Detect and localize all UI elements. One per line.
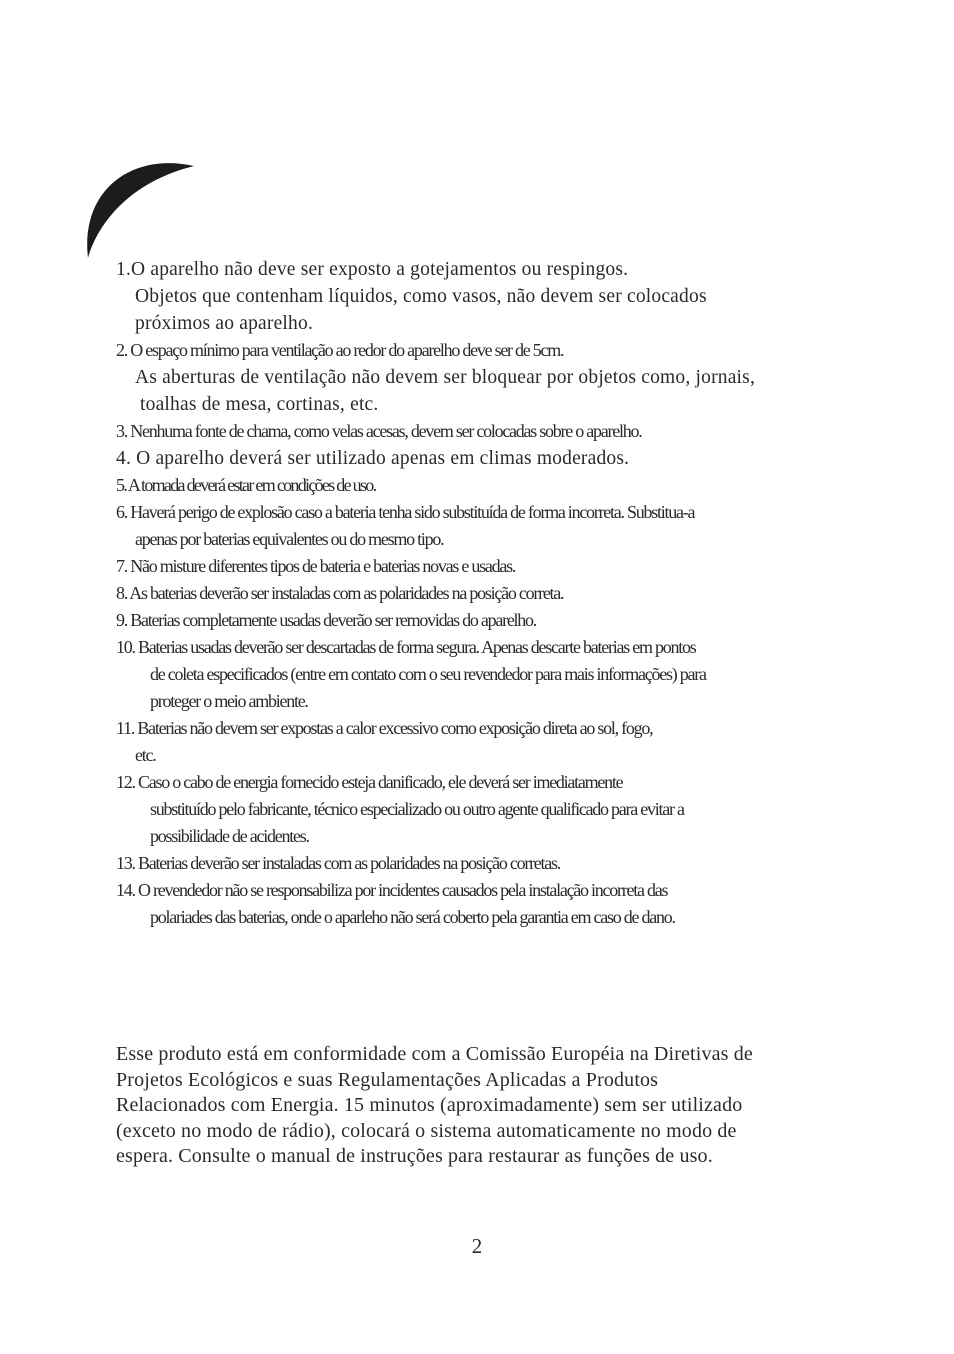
instruction-9-line-1: 9. Baterias completamente usadas deverão ser removidas do aparelho. — [116, 610, 537, 630]
instruction-12-line-2: substituído pelo fabricante, técnico especializado ou outro agente qualificado para evitar a — [150, 799, 684, 819]
eco-design-compliance-paragraph — [116, 1042, 906, 1170]
instruction-10-line-3: proteger o meio ambiente. — [150, 691, 308, 711]
safety-instructions-list — [116, 256, 876, 931]
instruction-12-line-1: 12. Caso o cabo de energia fornecido esteja danificado, ele deverá ser imediatamente — [116, 772, 623, 792]
instruction-2-line-2: As aberturas de ventilação não devem ser bloquear por objetos como, jornais, — [135, 367, 756, 388]
instruction-8 — [116, 580, 876, 607]
instruction-7 — [116, 553, 876, 580]
instruction-1-line-2: Objetos que contenham líquidos, como vasos, não devem ser colocados — [135, 286, 707, 307]
compliance-line-4: (exceto no modo de rádio), colocará o sistema automaticamente no modo de — [116, 1119, 737, 1142]
compliance-line-1: Esse produto está em conformidade com a Comissão Européia na Diretivas de — [116, 1043, 753, 1065]
instruction-4 — [116, 445, 876, 472]
instruction-2-line-1: 2. O espaço mínimo para ventilação ao redor do aparelho deve ser de 5cm. — [116, 340, 564, 360]
instruction-4-line-1: 4. O aparelho deverá ser utilizado apenas em climas moderados. — [116, 448, 630, 469]
instruction-14-line-2: polariades das baterias, onde o aparleho não será coberto pela garantia em caso de dano. — [150, 907, 675, 927]
instruction-10 — [116, 634, 876, 715]
instruction-7-line-1: 7. Não misture diferentes tipos de bateria e baterias novas e usadas. — [116, 556, 516, 576]
instruction-1-line-1: 1.O aparelho não deve ser exposto a gotejamentos ou respingos. — [116, 259, 629, 280]
instruction-1 — [116, 256, 876, 337]
instruction-9 — [116, 607, 876, 634]
instruction-3-line-1: 3. Nenhuma fonte de chama, como velas acesas, devem ser colocadas sobre o aparelho. — [116, 421, 642, 441]
instruction-6-line-1: 6. Haverá perigo de explosão caso a bateria tenha sido substituída de forma incorreta. Substitua-a — [116, 502, 695, 522]
instruction-8-line-1: 8. As baterias deverão ser instaladas com as polaridades na posição correta. — [116, 583, 564, 603]
instruction-2-line-3: toalhas de mesa, cortinas, etc. — [140, 394, 379, 415]
compliance-line-5: espera. Consulte o manual de instruções para restaurar as funções de uso. — [116, 1145, 713, 1167]
instruction-6-line-2: apenas por baterias equivalentes ou do mesmo tipo. — [135, 529, 444, 549]
instruction-13-line-1: 13. Baterias deverão ser instaladas com as polaridades na posição corretas. — [116, 853, 561, 873]
instruction-5-line-1: 5. A tomada deverá estar em condições de uso. — [116, 475, 376, 495]
instruction-10-line-1: 10. Baterias usadas deverão ser descartadas de forma segura. Apenas descarte baterias em pontos — [116, 637, 696, 657]
instruction-13 — [116, 850, 876, 877]
instruction-11-line-2: etc. — [135, 745, 156, 765]
instruction-1-line-3: próximos ao aparelho. — [135, 313, 314, 334]
page-number: 2 — [471, 1234, 483, 1258]
instruction-14 — [116, 877, 876, 931]
instruction-11 — [116, 715, 876, 769]
instruction-5 — [116, 472, 876, 499]
instruction-12-line-3: possibilidade de acidentes. — [150, 826, 309, 846]
instruction-12 — [116, 769, 876, 850]
instruction-11-line-1: 11. Baterias não devem ser expostas a calor excessivo como exposição direta ao sol, fogo, — [116, 718, 653, 738]
compliance-line-2: Projetos Ecológicos e suas Regulamentações Aplicadas a Produtos — [116, 1068, 659, 1091]
instruction-10-line-2: de coleta especificados (entre em contato com o seu revendedor para mais informações) para — [150, 664, 706, 684]
instruction-6 — [116, 499, 876, 553]
instruction-2 — [116, 337, 876, 418]
instruction-14-line-1: 14. O revendedor não se responsabiliza por incidentes causados pela instalação incorreta das — [116, 880, 668, 900]
compliance-line-3: Relacionados com Energia. 15 minutos (aproximadamente) sem ser utilizado — [116, 1094, 743, 1116]
instruction-3 — [116, 418, 876, 445]
